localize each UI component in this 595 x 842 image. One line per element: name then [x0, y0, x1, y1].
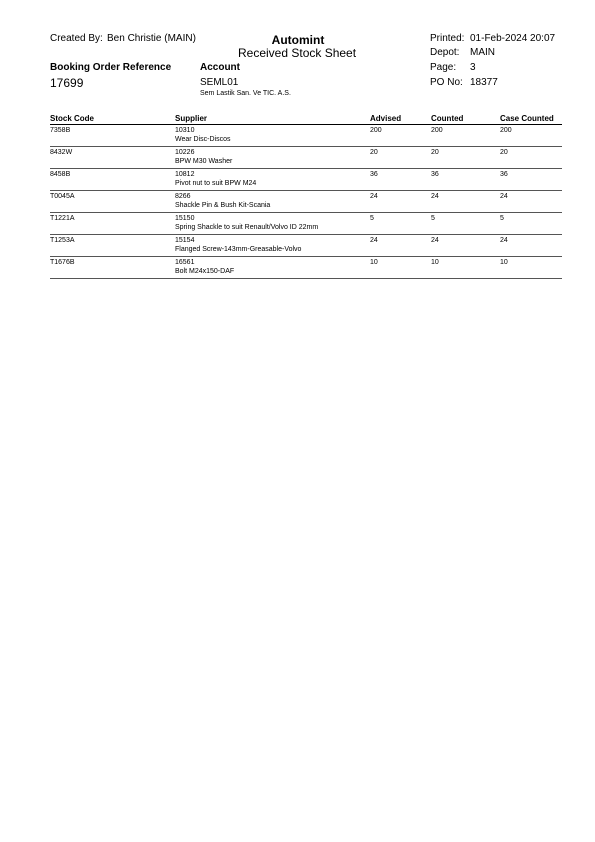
item-description: Shackle Pin & Bush Kit-Scania: [175, 202, 271, 209]
supplier-code: 16561: [175, 259, 195, 266]
column-header-supplier: Supplier: [175, 114, 370, 125]
table-header-row: [50, 114, 562, 125]
column-header-counted: Counted: [431, 114, 500, 125]
item-description: Flanged Screw-143mm-Greasable-Volvo: [175, 246, 302, 253]
booking-order-value: 17699: [50, 76, 84, 90]
counted-cell: 24: [431, 235, 500, 257]
supplier-code: 10226: [175, 149, 195, 156]
page-value: 3: [470, 62, 476, 73]
po-number-value: 18377: [470, 77, 498, 88]
created-by-label: Created By:: [50, 33, 103, 44]
column-header-case-counted: Case Counted: [500, 114, 562, 125]
supplier-code: 10812: [175, 171, 195, 178]
account-code: SEML01: [200, 77, 239, 88]
advised-cell: 10: [370, 257, 431, 279]
supplier-cell: [175, 147, 370, 169]
item-description: Wear Disc-Discos: [175, 136, 231, 143]
case-counted-cell: 24: [500, 235, 562, 257]
account-name: Sem Lastik San. Ve TIC. A.S.: [200, 90, 291, 97]
table-row: [50, 125, 562, 147]
advised-cell: 24: [370, 191, 431, 213]
stock-code-cell: T0045A: [50, 191, 175, 213]
item-description: BPW M30 Washer: [175, 158, 233, 165]
table-row: [50, 191, 562, 213]
advised-cell: 200: [370, 125, 431, 147]
supplier-code: 15154: [175, 237, 195, 244]
counted-cell: 200: [431, 125, 500, 147]
counted-cell: 10: [431, 257, 500, 279]
supplier-cell: [175, 125, 370, 147]
stock-code-cell: T1221A: [50, 213, 175, 235]
stock-code-cell: 7358B: [50, 125, 175, 147]
case-counted-cell: 20: [500, 147, 562, 169]
printed-value: 01-Feb-2024 20:07: [470, 33, 556, 44]
column-header-stock-code: Stock Code: [50, 114, 175, 125]
case-counted-cell: 10: [500, 257, 562, 279]
stock-table: [50, 114, 562, 279]
printed-label: Printed:: [430, 33, 465, 44]
table-row: [50, 169, 562, 191]
advised-cell: 5: [370, 213, 431, 235]
advised-cell: 24: [370, 235, 431, 257]
supplier-cell: [175, 191, 370, 213]
supplier-cell: [175, 169, 370, 191]
created-by-value: Ben Christie (MAIN): [107, 33, 196, 44]
depot-label: Depot:: [430, 47, 460, 58]
counted-cell: 20: [431, 147, 500, 169]
case-counted-cell: 5: [500, 213, 562, 235]
column-header-advised: Advised: [370, 114, 431, 125]
case-counted-cell: 24: [500, 191, 562, 213]
stock-code-cell: T1253A: [50, 235, 175, 257]
case-counted-cell: 36: [500, 169, 562, 191]
supplier-cell: [175, 257, 370, 279]
table-row: [50, 147, 562, 169]
supplier-code: 10310: [175, 127, 195, 134]
counted-cell: 36: [431, 169, 500, 191]
item-description: Spring Shackle to suit Renault/Volvo ID 22mm: [175, 224, 319, 231]
depot-value: MAIN: [470, 47, 495, 58]
stock-code-cell: 8432W: [50, 147, 175, 169]
company-name: Automint: [271, 33, 325, 47]
table-row: [50, 257, 562, 279]
table-row: [50, 213, 562, 235]
supplier-cell: [175, 213, 370, 235]
sheet-title: Received Stock Sheet: [238, 46, 357, 60]
page-label: Page:: [430, 62, 457, 73]
item-description: Pivot nut to suit BPW M24: [175, 180, 257, 187]
account-label: Account: [200, 62, 240, 73]
table-row: [50, 235, 562, 257]
po-number-label: PO No:: [430, 77, 463, 88]
counted-cell: 5: [431, 213, 500, 235]
supplier-code: 15150: [175, 215, 195, 222]
supplier-cell: [175, 235, 370, 257]
counted-cell: 24: [431, 191, 500, 213]
case-counted-cell: 200: [500, 125, 562, 147]
advised-cell: 20: [370, 147, 431, 169]
advised-cell: 36: [370, 169, 431, 191]
supplier-code: 8266: [175, 193, 191, 200]
item-description: Bolt M24x150-DAF: [175, 268, 235, 275]
stock-code-cell: T1676B: [50, 257, 175, 279]
stock-code-cell: 8458B: [50, 169, 175, 191]
booking-order-label: Booking Order Reference: [50, 62, 172, 73]
